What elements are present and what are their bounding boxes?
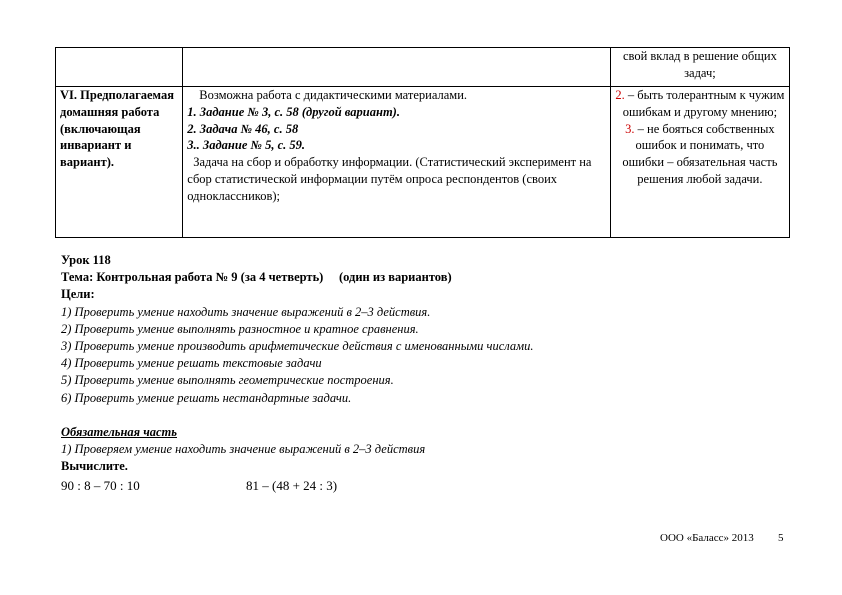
expressions-row [61, 477, 761, 494]
goal-item: 6) Проверить умение решать нестандартные задачи. [61, 390, 352, 405]
table-cell [56, 48, 183, 87]
value-item: 3. – не бояться собственных ошибок и понимать, что ошибки – обязательная часть решения любой задачи. [622, 121, 778, 186]
value-item: 2. – быть толерантным к чужим ошибкам и другому мнению; [615, 88, 785, 119]
table-cell [183, 48, 611, 87]
publisher-footer: ООО «Баласс» 2013 [660, 532, 754, 544]
table-row [56, 48, 790, 87]
check-item: 1) Проверяем умение находить значение выражений в 2–3 действия [61, 442, 426, 457]
lesson-theme: Тема: Контрольная работа № 9 (за 4 четверть) (один из вариантов) [61, 270, 452, 285]
goals-heading: Цели: [61, 287, 95, 302]
page-number: 5 [778, 532, 784, 544]
lesson-section [61, 252, 761, 495]
expression: 81 – (48 + 24 : 3) [246, 478, 338, 494]
lesson-title: Урок 118 [61, 253, 111, 267]
task-item: 2. Задача № 46, с. 58 [187, 121, 299, 136]
intro-text: Возможна работа с дидактическими материалами. [199, 88, 468, 102]
table-row [56, 87, 790, 238]
extra-task-text: Задача на сбор и обработку информации. (Статистический эксперимент на сбор статистической информации путём опроса респондентов (своих одноклассников); [187, 155, 592, 203]
task-item: 1. Задание № 3, с. 58 (другой вариант). [187, 104, 400, 119]
expression: 90 : 8 – 70 : 10 [61, 478, 140, 494]
values-cell [610, 87, 789, 238]
lesson-plan-table [55, 47, 790, 238]
goal-item: 4) Проверить умение решать текстовые задачи [61, 356, 322, 371]
compute-label: Вычислите. [61, 459, 128, 474]
stage-title: VI. Предполагаемая домашняя работа (включающая инвариант и вариант). [56, 87, 183, 238]
goal-item: 1) Проверить умение находить значение выражений в 2–3 действия. [61, 304, 431, 319]
goal-item: 2) Проверить умение выполнять разностное и кратное сравнения. [61, 321, 419, 336]
table-cell: свой вклад в решение общих задач; [610, 48, 789, 87]
goal-item: 5) Проверить умение выполнять геометрические построения. [61, 373, 394, 388]
task-item: 3.. Задание № 5, с. 59. [187, 138, 305, 153]
goal-item: 3) Проверить умение производить арифметические действия с именованными числами. [61, 339, 534, 354]
mandatory-heading: Обязательная часть [61, 424, 177, 439]
homework-cell [183, 87, 611, 238]
